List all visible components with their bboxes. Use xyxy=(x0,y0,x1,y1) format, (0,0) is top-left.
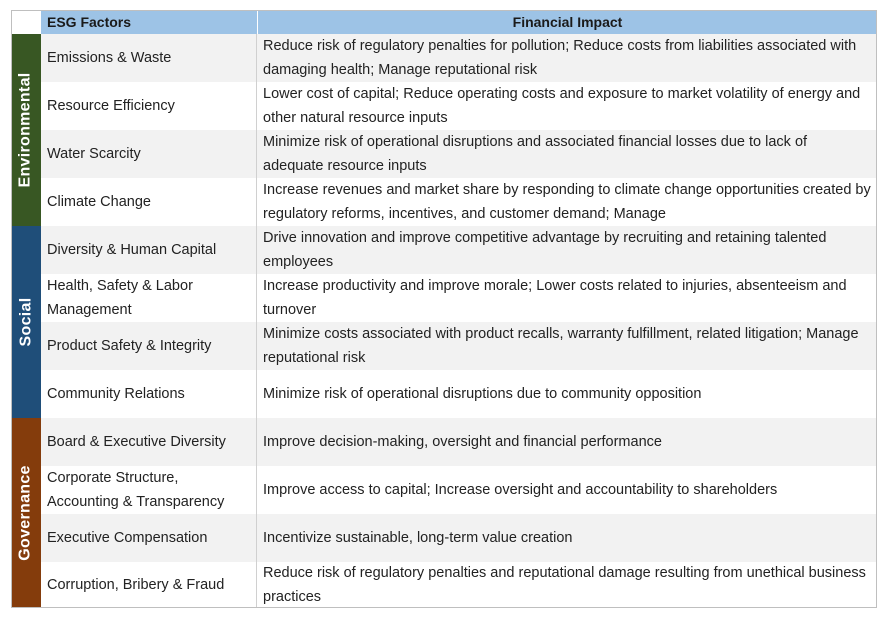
factor-cell: Product Safety & Integrity xyxy=(41,322,257,370)
impact-cell: Reduce risk of regulatory penalties and reputational damage resulting from unethical business practices xyxy=(263,565,866,605)
category-social xyxy=(11,226,41,418)
table-row xyxy=(41,562,877,608)
table-row xyxy=(41,370,877,418)
impact-cell: Improve decision-making, oversight and financial performance xyxy=(263,434,662,450)
impact-cell: Increase revenues and market share by responding to climate change opportunities created by regulatory reforms, incentives, and customer demand; Manage xyxy=(263,182,871,222)
factor-cell: Climate Change xyxy=(41,178,257,226)
table-row xyxy=(41,178,877,226)
factor-cell: Water Scarcity xyxy=(41,130,257,178)
factor-cell: Executive Compensation xyxy=(41,514,257,562)
factor-cell: Corporate Structure, Accounting & Transparency xyxy=(41,466,257,514)
impact-cell: Drive innovation and improve competitive advantage by recruiting and retaining talented employees xyxy=(263,230,827,270)
category-social-label: Social xyxy=(17,297,34,347)
impact-cell: Improve access to capital; Increase oversight and accountability to shareholders xyxy=(263,482,778,498)
table-row xyxy=(41,418,877,466)
factor-cell: Health, Safety & Labor Management xyxy=(41,274,257,322)
header-financial-impact: Financial Impact xyxy=(257,10,877,34)
category-environmental-label: Environmental xyxy=(17,72,35,188)
factor-cell: Diversity & Human Capital xyxy=(41,226,257,274)
table-row xyxy=(41,226,877,274)
category-governance xyxy=(11,418,41,608)
factor-cell: Resource Efficiency xyxy=(41,82,257,130)
factor-cell: Community Relations xyxy=(41,370,257,418)
table-row xyxy=(41,466,877,514)
impact-cell: Lower cost of capital; Reduce operating costs and exposure to market volatility of energy and other natural resource inputs xyxy=(263,86,861,126)
table-row xyxy=(41,34,877,82)
table-row xyxy=(41,82,877,130)
factor-cell: Emissions & Waste xyxy=(41,34,257,82)
impact-cell: Minimize costs associated with product recalls, warranty fulfillment, related litigation; Manage reputational risk xyxy=(263,326,859,366)
category-environmental xyxy=(11,34,41,226)
table-row xyxy=(41,274,877,322)
header-esg-factors: ESG Factors xyxy=(41,10,257,34)
factor-cell: Corruption, Bribery & Fraud xyxy=(41,562,257,608)
table-row xyxy=(41,130,877,178)
table-row xyxy=(41,514,877,562)
header-corner xyxy=(11,10,41,34)
impact-cell: Minimize risk of operational disruptions due to community opposition xyxy=(263,386,702,402)
impact-cell: Minimize risk of operational disruptions and associated financial losses due to lack of adequate resource inputs xyxy=(263,134,808,174)
impact-cell: Increase productivity and improve morale; Lower costs related to injuries, absenteeism and turnover xyxy=(263,278,847,318)
impact-cell: Incentivize sustainable, long-term value creation xyxy=(263,530,573,546)
table-row xyxy=(41,322,877,370)
category-governance-label: Governance xyxy=(17,465,35,561)
factor-cell: Board & Executive Diversity xyxy=(41,418,257,466)
impact-cell: Reduce risk of regulatory penalties for pollution; Reduce costs from liabilities associated with damaging health; Manage reputational risk xyxy=(263,38,857,78)
esg-table xyxy=(11,10,877,608)
